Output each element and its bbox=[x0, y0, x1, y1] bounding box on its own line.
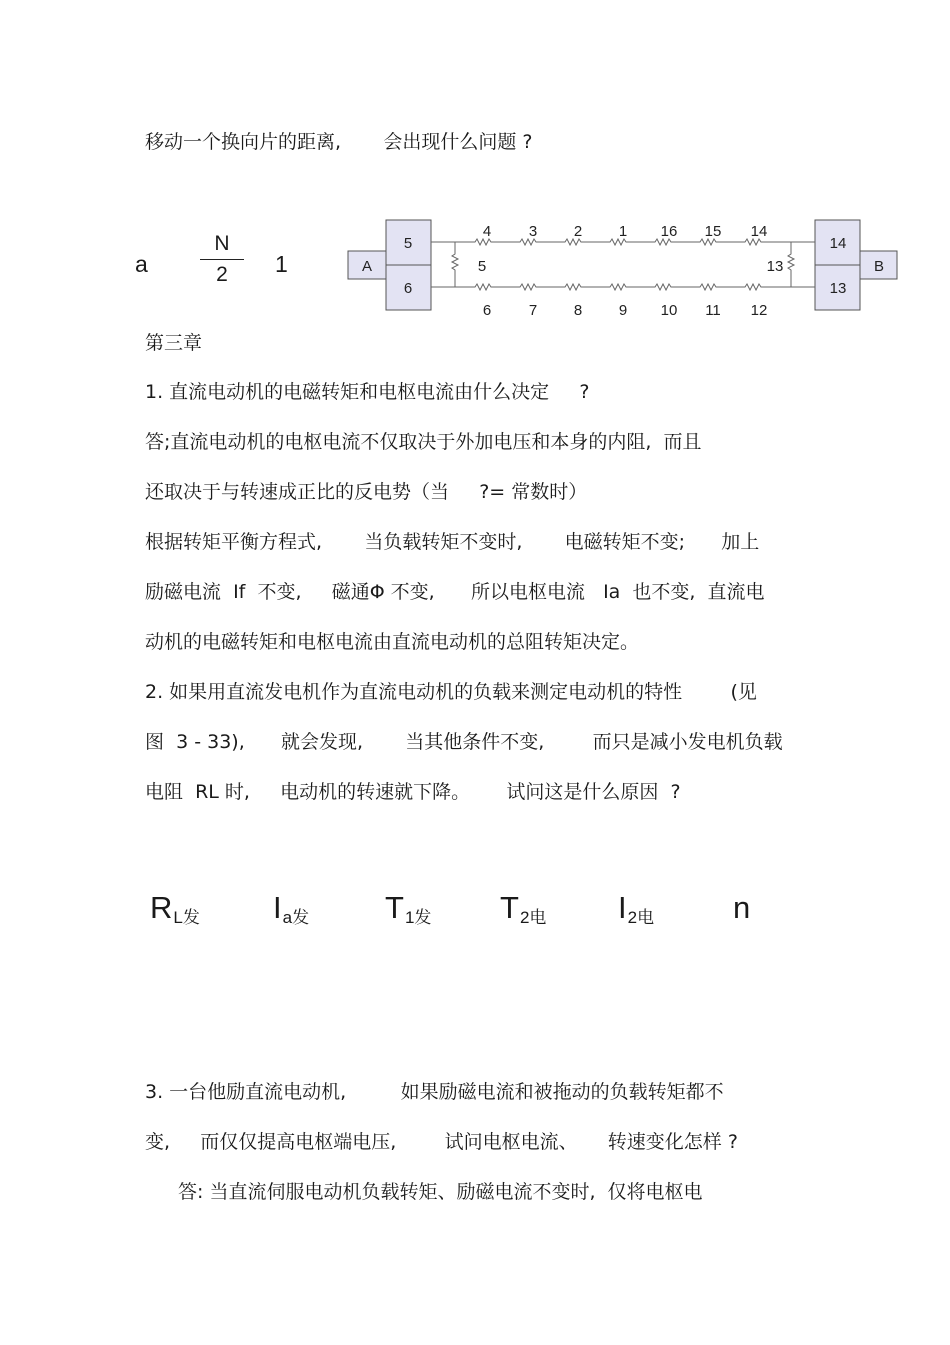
answer-1-line-3: 根据转矩平衡方程式, 当负载转矩不变时, 电磁转矩不变; 加上 bbox=[145, 531, 760, 553]
formula-rhs: 1 bbox=[275, 251, 288, 277]
top-coil-label: 14 bbox=[750, 223, 768, 240]
left-vertical-coil bbox=[452, 242, 458, 287]
formula-lhs: a bbox=[135, 251, 148, 277]
bottom-coil-label: 7 bbox=[528, 302, 538, 319]
bottom-coil-label: 8 bbox=[573, 302, 583, 319]
question-2-line-1: 2. 如果用直流发电机作为直流电动机的负载来测定电动机的特性 (见 bbox=[145, 681, 757, 703]
chain-item-t1: T1发 bbox=[385, 890, 432, 927]
answer-1-line-5: 动机的电磁转矩和电枢电流由直流电动机的总阻转矩决定。 bbox=[145, 631, 640, 653]
terminal-a-label: A bbox=[361, 258, 373, 275]
top-coil-label: 3 bbox=[528, 223, 538, 240]
right-mid-coil-label: 13 bbox=[766, 258, 784, 275]
bottom-coil-chain bbox=[431, 284, 815, 290]
chain-item-i2: I2电 bbox=[618, 890, 655, 927]
fraction-denominator: 2 bbox=[216, 263, 228, 286]
chain-item-t2: T2电 bbox=[500, 890, 547, 927]
bottom-coil-label: 11 bbox=[705, 302, 721, 319]
left-bottom-segment-label: 6 bbox=[403, 280, 413, 297]
top-coil-label: 1 bbox=[618, 223, 628, 240]
top-coil-label: 16 bbox=[660, 223, 678, 240]
bottom-coil-label: 10 bbox=[660, 302, 678, 319]
right-top-segment-label: 14 bbox=[829, 235, 847, 252]
left-mid-coil-label: 5 bbox=[477, 258, 487, 275]
right-vertical-coil bbox=[788, 242, 794, 287]
top-coil-label: 15 bbox=[704, 223, 722, 240]
question-1: 1. 直流电动机的电磁转矩和电枢电流由什么决定 ? bbox=[145, 381, 590, 403]
chain-item-ia: Ia发 bbox=[273, 890, 310, 927]
winding-diagram bbox=[0, 0, 950, 340]
answer-1-line-1: 答;直流电动机的电枢电流不仅取决于外加电压和本身的内阻, 而且 bbox=[145, 431, 702, 453]
top-coil-label: 2 bbox=[573, 223, 583, 240]
bottom-coil-label: 6 bbox=[482, 302, 492, 319]
intro-line: 移动一个换向片的距离, 会出现什么问题 ? bbox=[145, 131, 533, 153]
fraction-numerator: N bbox=[214, 232, 230, 255]
answer-1-line-2: 还取决于与转速成正比的反电势（当 ?= 常数时） bbox=[145, 481, 588, 503]
chapter-heading: 第三章 bbox=[145, 332, 203, 354]
question-3-line-2: 变, 而仅仅提高电枢端电压, 试问电枢电流、 转速变化怎样 ? bbox=[145, 1131, 738, 1153]
question-2-line-3: 电阻 RL 时, 电动机的转速就下降。 试问这是什么原因 ? bbox=[145, 781, 681, 803]
question-2-line-2: 图 3 - 33), 就会发现, 当其他条件不变, 而只是减小发电机负载 bbox=[145, 731, 783, 753]
chain-item-n: n bbox=[733, 890, 751, 925]
left-top-segment-label: 5 bbox=[403, 235, 413, 252]
bottom-coil-label: 9 bbox=[618, 302, 628, 319]
chain-item-rl: RL发 bbox=[150, 890, 200, 927]
answer-3-line-1: 答: 当直流伺服电动机负载转矩、励磁电流不变时, 仅将电枢电 bbox=[178, 1181, 703, 1203]
bottom-coil-label: 12 bbox=[750, 302, 768, 319]
right-bottom-segment-label: 13 bbox=[829, 280, 847, 297]
terminal-b-label: B bbox=[873, 258, 885, 275]
question-3-line-1: 3. 一台他励直流电动机, 如果励磁电流和被拖动的负载转矩都不 bbox=[145, 1081, 724, 1103]
answer-1-line-4: 励磁电流 If 不变, 磁通Φ 不变, 所以电枢电流 Ia 也不变, 直流电 bbox=[145, 581, 765, 603]
top-coil-label: 4 bbox=[482, 223, 492, 240]
